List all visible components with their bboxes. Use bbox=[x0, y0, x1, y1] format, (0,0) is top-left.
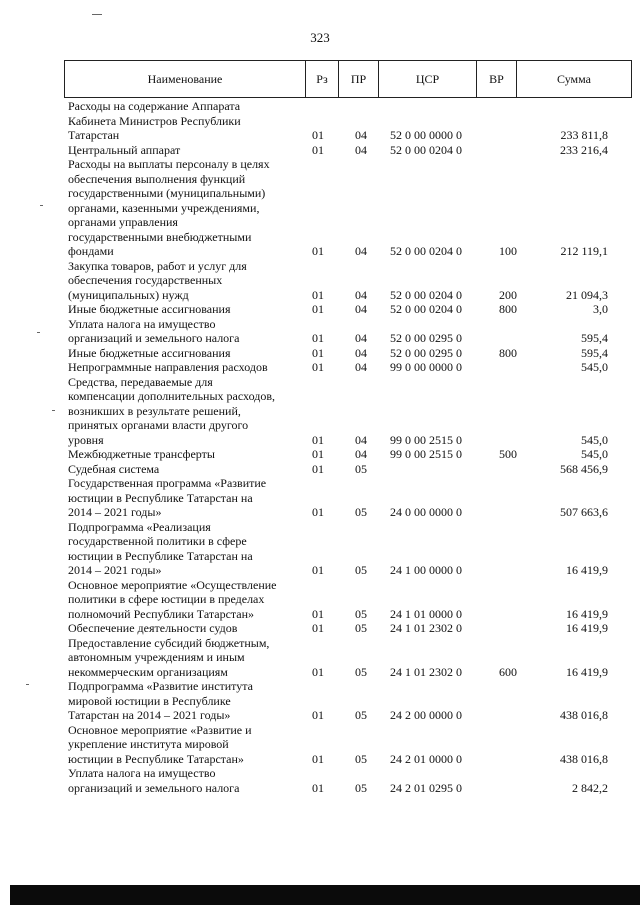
scan-speck bbox=[37, 332, 40, 333]
table-row bbox=[0, 476, 640, 520]
row-sum: 2 842,2 bbox=[572, 780, 608, 795]
row-name bbox=[68, 302, 294, 317]
row-name bbox=[68, 636, 294, 680]
row-rz: 01 bbox=[312, 447, 324, 461]
row-pr: 04 bbox=[355, 142, 367, 157]
row-pr: 04 bbox=[355, 287, 367, 302]
row-pr: 04 bbox=[355, 360, 367, 374]
table-header bbox=[64, 60, 632, 98]
row-sum: 212 119,1 bbox=[560, 244, 608, 258]
row-name bbox=[68, 259, 294, 303]
row-sum: 16 419,9 bbox=[566, 664, 608, 679]
table-row bbox=[0, 360, 640, 375]
row-name-line: юстиции в Республике Татарстан на bbox=[68, 490, 253, 505]
row-name-line: Предоставление субсидий бюджетным, bbox=[68, 635, 270, 650]
row-name-line: Обеспечение деятельности судов bbox=[68, 621, 238, 635]
header-sum: Сумма bbox=[557, 72, 591, 86]
row-name-line: принятых органами власти другого bbox=[68, 418, 249, 432]
table-row bbox=[0, 578, 640, 622]
row-name-line: автономным учреждениям и иным bbox=[68, 650, 245, 664]
row-name bbox=[68, 462, 294, 477]
row-name-line: Уплата налога на имущество bbox=[68, 316, 216, 331]
row-csr: 52 0 00 0204 0 bbox=[390, 302, 462, 316]
row-csr: 24 2 01 0295 0 bbox=[390, 780, 462, 795]
row-name-line: Уплата налога на имущество bbox=[68, 766, 216, 780]
row-csr: 52 0 00 0204 0 bbox=[390, 142, 462, 157]
table-row bbox=[0, 636, 640, 680]
row-pr: 05 bbox=[355, 621, 367, 635]
table-row bbox=[0, 447, 640, 462]
row-csr: 99 0 00 0000 0 bbox=[390, 360, 462, 374]
row-name-line: организаций и земельного налога bbox=[68, 780, 240, 795]
row-pr: 04 bbox=[355, 244, 367, 258]
table-row bbox=[0, 723, 640, 767]
row-sum: 3,0 bbox=[593, 302, 608, 316]
row-csr: 52 0 00 0204 0 bbox=[390, 287, 462, 302]
row-sum: 545,0 bbox=[581, 447, 608, 461]
row-name-line: государственной политики в сфере bbox=[68, 534, 247, 548]
row-rz: 01 bbox=[312, 345, 324, 360]
row-sum: 21 094,3 bbox=[566, 287, 608, 302]
row-rz: 01 bbox=[312, 142, 324, 157]
row-sum: 545,0 bbox=[581, 432, 608, 447]
scan-speck bbox=[40, 205, 43, 206]
row-pr: 05 bbox=[355, 708, 367, 722]
row-name-line: политики в сфере юстиции в пределах bbox=[68, 592, 265, 606]
row-csr: 24 1 01 2302 0 bbox=[390, 621, 462, 635]
page-number: 323 bbox=[310, 30, 330, 45]
row-csr: 99 0 00 2515 0 bbox=[390, 432, 462, 447]
table-row bbox=[0, 317, 640, 346]
row-name-line: Центральный аппарат bbox=[68, 142, 181, 157]
row-name-line: мировой юстиции в Республике bbox=[68, 693, 231, 708]
row-csr: 52 0 00 0000 0 bbox=[390, 128, 462, 142]
table-row bbox=[0, 99, 640, 143]
row-vr: 600 bbox=[499, 664, 517, 679]
row-name bbox=[68, 578, 294, 622]
row-pr: 04 bbox=[355, 345, 367, 360]
row-sum: 595,4 bbox=[581, 331, 608, 345]
row-name-line: Закупка товаров, работ и услуг для bbox=[68, 258, 247, 273]
row-name bbox=[68, 766, 294, 795]
table-row bbox=[0, 302, 640, 317]
row-vr: 800 bbox=[499, 345, 517, 360]
row-name-line: возникших в результате решений, bbox=[68, 403, 241, 418]
row-name-line: Государственная программа «Развитие bbox=[68, 476, 267, 490]
header-name: Наименование bbox=[147, 72, 223, 86]
row-sum: 16 419,9 bbox=[566, 606, 608, 621]
row-sum: 595,4 bbox=[581, 345, 608, 360]
row-name-line: полномочий Республики Татарстан» bbox=[68, 606, 255, 621]
row-name bbox=[68, 476, 294, 520]
row-name-line: обеспечения государственных bbox=[68, 273, 223, 287]
header-csr: ЦСР bbox=[415, 72, 440, 86]
row-name-line: Кабинета Министров Республики bbox=[68, 113, 241, 128]
row-name-line: Непрограммные направления расходов bbox=[68, 360, 268, 374]
row-name-line: юстиции в Республике Татарстан» bbox=[68, 751, 244, 766]
row-name bbox=[68, 157, 294, 259]
row-csr: 24 2 00 0000 0 bbox=[390, 708, 462, 722]
row-name bbox=[68, 143, 294, 158]
header-pr: ПР bbox=[350, 72, 367, 86]
row-name-line: (муниципальных) нужд bbox=[68, 287, 189, 302]
table-row bbox=[0, 766, 640, 795]
row-csr: 99 0 00 2515 0 bbox=[390, 447, 462, 461]
scan-speck bbox=[92, 14, 102, 15]
table-row bbox=[0, 679, 640, 723]
row-name-line: Татарстан на 2014 – 2021 годы» bbox=[68, 708, 231, 722]
row-name bbox=[68, 375, 294, 448]
row-rz: 01 bbox=[312, 432, 324, 447]
row-rz: 01 bbox=[312, 606, 324, 621]
row-sum: 233 811,8 bbox=[560, 128, 608, 142]
row-name-line: Иные бюджетные ассигнования bbox=[68, 302, 231, 316]
row-vr: 500 bbox=[499, 447, 517, 461]
row-name-line: юстиции в Республике Татарстан на bbox=[68, 548, 253, 563]
row-rz: 01 bbox=[312, 331, 324, 345]
row-name-line: органами управления bbox=[68, 215, 178, 229]
row-pr: 04 bbox=[355, 331, 367, 345]
row-name-line: Расходы на содержание Аппарата bbox=[68, 99, 241, 113]
row-name-line: Татарстан bbox=[68, 128, 120, 142]
row-sum: 438 016,8 bbox=[560, 751, 608, 766]
row-name-line: Судебная система bbox=[68, 461, 160, 476]
row-csr: 24 1 00 0000 0 bbox=[390, 563, 462, 577]
row-pr: 04 bbox=[355, 447, 367, 461]
row-vr: 200 bbox=[499, 287, 517, 302]
row-sum: 507 663,6 bbox=[560, 505, 608, 519]
row-rz: 01 bbox=[312, 360, 324, 374]
row-rz: 01 bbox=[312, 505, 324, 519]
row-name-line: Подпрограмма «Реализация bbox=[68, 519, 211, 534]
table-row bbox=[0, 259, 640, 303]
row-name-line: 2014 – 2021 годы» bbox=[68, 505, 162, 519]
row-name-line: компенсации дополнительных расходов, bbox=[68, 389, 275, 403]
row-name bbox=[68, 99, 294, 143]
header-rz: Рз bbox=[316, 72, 328, 86]
row-vr: 100 bbox=[499, 244, 517, 258]
row-name bbox=[68, 346, 294, 361]
row-name-line: органами, казенными учреждениями, bbox=[68, 200, 260, 215]
row-pr: 05 bbox=[355, 505, 367, 519]
row-csr: 24 2 01 0000 0 bbox=[390, 751, 462, 766]
row-name-line: укрепление института мировой bbox=[68, 737, 229, 751]
row-rz: 01 bbox=[312, 302, 324, 316]
row-pr: 05 bbox=[355, 563, 367, 577]
row-name-line: Подпрограмма «Развитие института bbox=[68, 679, 253, 693]
table-row bbox=[0, 462, 640, 477]
row-name-line: государственными внебюджетными bbox=[68, 229, 252, 244]
row-csr: 24 1 01 0000 0 bbox=[390, 606, 462, 621]
row-pr: 04 bbox=[355, 432, 367, 447]
row-pr: 05 bbox=[355, 461, 367, 476]
row-vr: 800 bbox=[499, 302, 517, 316]
scan-edge-bar bbox=[10, 885, 640, 905]
row-name-line: Основное мероприятие «Осуществление bbox=[68, 577, 277, 592]
row-sum: 16 419,9 bbox=[566, 563, 608, 577]
scan-speck bbox=[26, 684, 29, 685]
row-pr: 05 bbox=[355, 664, 367, 679]
row-name-line: фондами bbox=[68, 244, 114, 258]
row-rz: 01 bbox=[312, 664, 324, 679]
table-row bbox=[0, 346, 640, 361]
row-name-line: 2014 – 2021 годы» bbox=[68, 563, 162, 577]
row-csr: 52 0 00 0204 0 bbox=[390, 244, 462, 258]
row-name-line: обеспечения выполнения функций bbox=[68, 171, 246, 186]
row-name-line: Средства, передаваемые для bbox=[68, 374, 213, 389]
row-pr: 05 bbox=[355, 780, 367, 795]
row-name bbox=[68, 723, 294, 767]
row-name-line: Основное мероприятие «Развитие и bbox=[68, 722, 252, 737]
row-csr: 24 1 01 2302 0 bbox=[390, 664, 462, 679]
table-row bbox=[0, 157, 640, 259]
row-rz: 01 bbox=[312, 287, 324, 302]
row-name-line: уровня bbox=[68, 432, 104, 447]
row-rz: 01 bbox=[312, 128, 324, 142]
scan-speck bbox=[52, 410, 55, 411]
row-rz: 01 bbox=[312, 780, 324, 795]
row-pr: 04 bbox=[355, 302, 367, 316]
row-pr: 05 bbox=[355, 606, 367, 621]
row-name bbox=[68, 520, 294, 578]
row-name bbox=[68, 447, 294, 462]
row-name-line: Иные бюджетные ассигнования bbox=[68, 345, 231, 360]
row-name-line: Межбюджетные трансферты bbox=[68, 447, 215, 461]
row-sum: 568 456,9 bbox=[560, 461, 608, 476]
row-sum: 545,0 bbox=[581, 360, 608, 374]
table-body bbox=[0, 99, 640, 795]
table-row bbox=[0, 621, 640, 636]
row-name bbox=[68, 360, 294, 375]
row-csr: 52 0 00 0295 0 bbox=[390, 345, 462, 360]
row-rz: 01 bbox=[312, 621, 324, 635]
row-name-line: организаций и земельного налога bbox=[68, 331, 240, 345]
row-sum: 233 216,4 bbox=[560, 142, 608, 157]
table-row bbox=[0, 143, 640, 158]
table-row bbox=[0, 375, 640, 448]
row-rz: 01 bbox=[312, 708, 324, 722]
row-csr: 24 0 00 0000 0 bbox=[390, 505, 462, 519]
row-name bbox=[68, 621, 294, 636]
row-rz: 01 bbox=[312, 461, 324, 476]
row-csr: 52 0 00 0295 0 bbox=[390, 331, 462, 345]
row-name bbox=[68, 679, 294, 723]
row-name bbox=[68, 317, 294, 346]
row-pr: 05 bbox=[355, 751, 367, 766]
row-name-line: государственными (муниципальными) bbox=[68, 186, 266, 200]
table-row bbox=[0, 520, 640, 578]
header-vr: ВР bbox=[489, 72, 504, 86]
row-rz: 01 bbox=[312, 563, 324, 577]
row-rz: 01 bbox=[312, 244, 324, 258]
row-name-line: некоммерческим организациям bbox=[68, 664, 228, 679]
row-rz: 01 bbox=[312, 751, 324, 766]
row-sum: 16 419,9 bbox=[566, 621, 608, 635]
row-sum: 438 016,8 bbox=[560, 708, 608, 722]
row-name-line: Расходы на выплаты персоналу в целях bbox=[68, 157, 270, 171]
row-pr: 04 bbox=[355, 128, 367, 142]
